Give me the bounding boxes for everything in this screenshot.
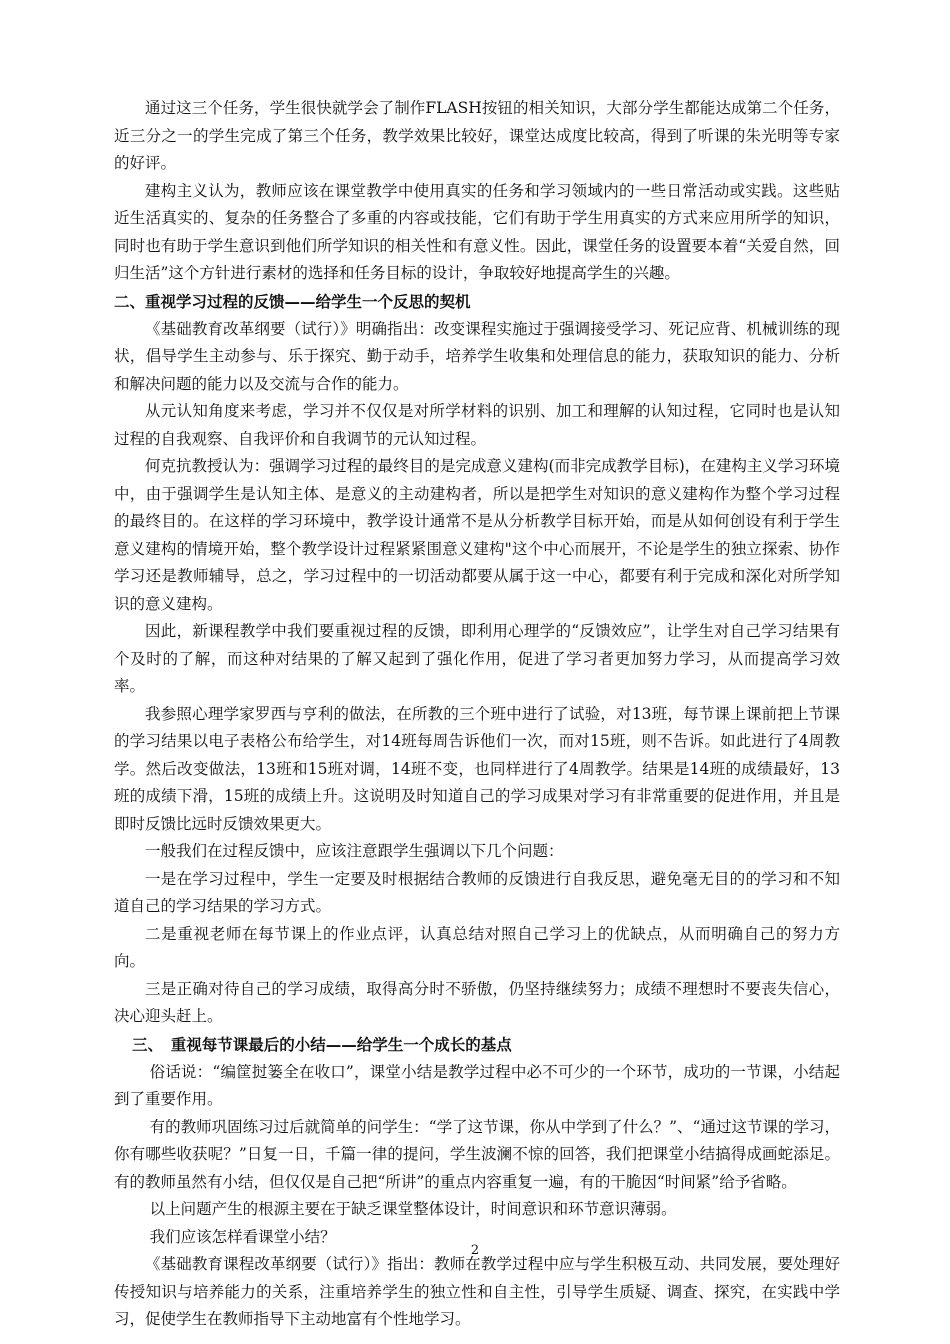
paragraph: 二是重视老师在每节课上的作业点评，认真总结对照自己学习上的优缺点，从而明确自己的努力方向。	[114, 924, 840, 970]
section-heading: 二、重视学习过程的反馈——给学生一个反思的契机	[114, 292, 471, 311]
paragraph: 《基础教育改革纲要（试行）》明确指出：改变课程实施过于强调接受学习、死记应背、机械训练的现状，倡导学生主动参与、乐于探究、勤于动手，培养学生收集和处理信息的能力，获取知识的能力、分析和解决问题的能力以及交流与合作的能力。	[114, 319, 840, 393]
paragraph: 有的教师巩固练习过后就简单的问学生：“学了这节课，你从中学到了什么？”、“通过这节课的学习，你有哪些收获呢？”日复一日，千篇一律的提问，学生波澜不惊的回答，我们把课堂小结搞得成画蛇添足。有的教师虽然有小结，但仅仅是自己把“所讲”的重点内容重复一遍，有的干脆因“时间紧”给予省略。	[114, 1117, 840, 1191]
paragraph: 我参照心理学家罗西与亨利的做法，在所教的三个班中进行了试验，对13班，每节课上课前把上节课的学习结果以电子表格公布给学生，对14班每周告诉他们一次，而对15班，则不告诉。如此进行了4周教学。然后改变做法，13班和15班对调，14班不变，也同样进行了4周教学。结果是14班的成绩最好，13班的成绩下滑，15班的成绩上升。这说明及时知道自己的学习成果对学习有非常重要的促进作用，并且是即时反馈比远时反馈效果更大。	[114, 704, 840, 833]
paragraph: 三是正确对待自己的学习成绩，取得高分时不骄傲，仍坚持继续努力；成绩不理想时不要丧失信心，决心迎头赶上。	[114, 979, 840, 1025]
paragraph: 建构主义认为，教师应该在课堂教学中使用真实的任务和学习领域内的一些日常活动或实践。这些贴近生活真实的、复杂的任务整合了多重的内容或技能，它们有助于学生用真实的方式来应用所学的知识，同时也有助于学生意识到他们所学知识的相关性和有意义性。因此，课堂任务的设置要本着“关爱自然，回归生活”这个方针进行素材的选择和任务目标的设计，争取较好地提高学生的兴趣。	[114, 181, 840, 282]
paragraph: 何克抗教授认为：强调学习过程的最终目的是完成意义建构(而非完成教学目标)，在建构主义学习环境中，由于强调学生是认知主体、是意义的主动建构者，所以是把学生对知识的意义建构作为整个学习过程的最终目的。在这样的学习环境中，教学设计通常不是从分析教学目标开始，而是从如何创设有利于学生意义建构的情境开始，整个教学设计过程紧紧围意义建构"这个中心而展开，不论是学生的独立探索、协作学习还是教师辅导，总之，学习过程中的一切活动都要从属于这一中心，都要有利于完成和深化对所学知识的意义建构。	[114, 457, 840, 613]
paragraph: 通过这三个任务，学生很快就学会了制作FLASH按钮的相关知识，大部分学生都能达成第二个任务，近三分之一的学生完成了第三个任务，教学效果比较好，课堂达成度比较高，得到了听课的朱光明等专家的好评。	[114, 99, 840, 172]
page-number: 2	[470, 1243, 480, 1258]
document-body	[114, 95, 840, 1334]
paragraph: 因此，新课程教学中我们要重视过程的反馈，即利用心理学的“反馈效应”，让学生对自己学习结果有个及时的了解，而这种对结果的了解又起到了强化作用，促进了学习者更加努力学习，从而提高学习效率。	[114, 622, 840, 695]
paragraph: 我们应该怎样看课堂小结？	[149, 1227, 336, 1246]
paragraph: 一是在学习过程中，学生一定要及时根据结合教师的反馈进行自我反思，避免毫无目的的学习和不知道自己的学习结果的学习方式。	[114, 869, 840, 915]
paragraph: 一般我们在过程反馈中，应该注意跟学生强调以下几个问题：	[145, 842, 564, 860]
paragraph: 以上问题产生的根源主要在于缺乏课堂整体设计，时间意识和环节意识薄弱。	[149, 1200, 677, 1218]
paragraph: 《基础教育课程改革纲要（试行）》指出：教师在教学过程中应与学生积极互动、共同发展，要处理好传授知识与培养能力的关系，注重培养学生的独立性和自主性，引导学生质疑、调查、探究，在实践中学习，促使学生在教师指导下主动地富有个性地学习。	[114, 1255, 840, 1328]
paragraph: 从元认知角度来考虑，学习并不仅仅是对所学材料的识别、加工和理解的认知过程，它同时也是认知过程的自我观察、自我评价和自我调节的元认知过程。	[114, 402, 840, 448]
section-heading: 三、 重视每节课最后的小结——给学生一个成长的基点	[132, 1035, 512, 1054]
paragraph: 俗话说：“编筐挝篓全在收口”，课堂小结是教学过程中必不可少的一个环节，成功的一节课，小结起到了重要作用。	[114, 1062, 840, 1108]
